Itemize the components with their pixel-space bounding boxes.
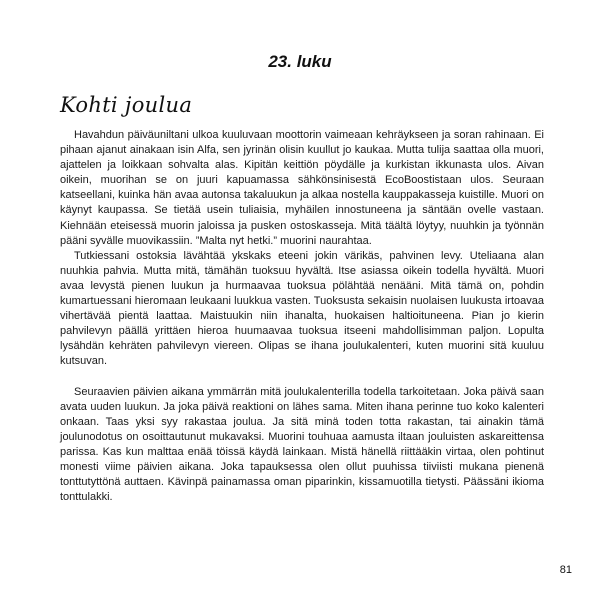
page-number: 81: [559, 564, 572, 576]
paragraph-3: Seuraavien päivien aikana ymmärrän mitä joulukalenterilla todella tarkoitetaan. Joka päivä saan avata uuden luukun. Ja joka päivä reaktioni on lähes sama. Miten ihana perinne tuo koko kalenteri onkaan. Taas yksi syy rakastaa joulua. Ja sitä minä toden totta rakastan, tai ainakin tämä joulunodotus on osoittautunut mukavaksi. Muorini touhuaa aamusta iltaan jouluisten askareittensa parissa. Kas kun malttaa enää töissä käydä lainkaan. Mistä hänellä riittääkin virtaa, olen pohtinut monesti viime päivien aikana. Joka tapauksessa olen ollut puuhissa tiiviisti mukana pienenä tonttutyttönä auttaen. Kävinpä painamassa oman piparinkin, kissamuotilla tietysti. Päässäni ikioma tonttulakki.: [60, 385, 544, 504]
chapter-title: 23. luku: [268, 52, 332, 71]
paragraph-1: Havahdun päiväuniltani ulkoa kuuluvaan moottorin vaimeaan kehräykseen ja soran rahinaan. Ei pihaan ajanut ainakaan isin Alfa, sen jyrinän olisin kuullut jo kaukaa. Mutta tulija saattaa olla muori, ajattelen ja loikkaan sohvalta alas. Kipitän keittiön pöydälle ja kurkistan ikkunasta ulos. Aivan oikein, muorihan se on juuri kapuamassa sähkönsinisestä EcoBoostistaan ulos. Seuraan katseellani, kuinka hän avaa autonsa takaluukun ja alkaa nostella kauppakasseja kuistille. Muori on käynyt kaupassa. Se tietää usein tuliaisia, myhäilen innostuneena ja säntään ovelle vastaan. Kiehnään eteisessä muorin jaloissa ja pusken ostoskasseja. Mitä täältä löytyy, nuuhkin ja työnnän pääni syvälle muovikassiin. ”Malta nyt hetki.” muorini naurahtaa.: [60, 129, 544, 247]
paragraph-2: Tutkiessani ostoksia lävähtää ykskaks eteeni jokin värikäs, pahvinen levy. Uteliaana alan nuuhkia pahvia. Mutta mitä, tämähän tuoksuu hyvältä. Itse asiassa oikein todella hyvältä. Muori avaa levystä pienen luukun ja hurmaavaa tuoksua pölähtää nenääni. Mitä tämä on, pohdin kumartuessani hieromaan leukaani luukkua vasten. Tuoksusta sekaisin nuolaisen luukusta irtoavaa vihertävää pientä laattaa. Maistuukin niin ihanalta, huokaisen haltioituneena. Pian jo kierin pahvilevyn päällä yrittäen hieroa huumaavaa tuoksua itseeni mahdollisimman paljon. Lopulta lysähdän kehräten pahvilevyn viereen. Olipas se ihana joulukalenteri, kuten muorini sitä kuuluu kutsuvan.: [60, 249, 544, 368]
body-text: [60, 128, 544, 505]
section-heading: Kohti joulua: [60, 93, 193, 117]
